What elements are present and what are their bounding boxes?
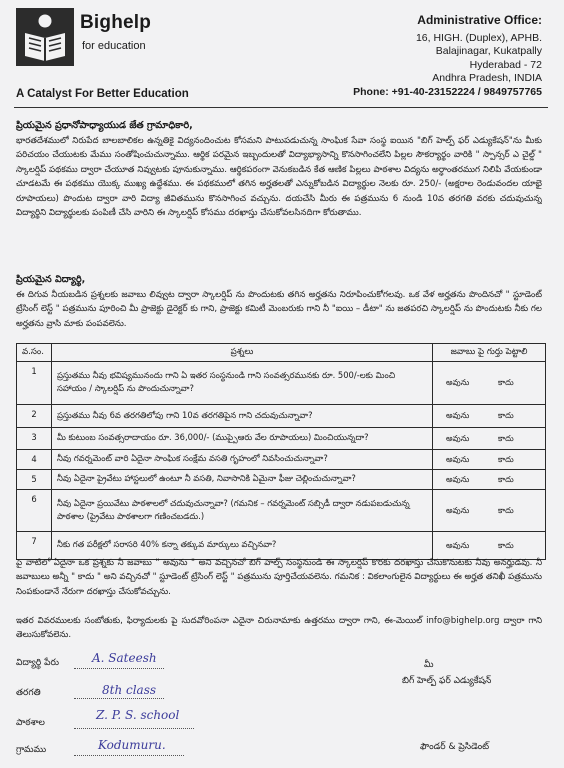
office-phone: Phone: +91-40-23152224 / 9849757765 [353,85,542,98]
salutation-headmaster: ప్రియమైన ప్రధానోపాధ్యాయుడ జేత గ్రామాధికారి, [16,120,193,131]
header-serial: వ.సం. [17,344,52,362]
table-row [17,490,546,532]
answer-cell [433,405,546,428]
row-question: ప్రస్తుతము నీవు 6వ తరగతిలోపు గాని 10వ తరగతిపైన గాని చదువుచున్నావా? [52,405,433,428]
answer-no[interactable]: కాదు [498,504,514,515]
answer-no[interactable]: కాదు [498,410,514,420]
field-line [74,668,164,669]
field-label-class: తరగతి [16,688,41,698]
office-line: Andhra Pradesh, INDIA [432,72,542,85]
answer-yes[interactable]: అవును [446,504,470,515]
answer-no[interactable]: కాదు [498,377,514,387]
row-question: ప్రస్తుతము నీవు భవిష్యమునందు గాని ఏ ఇతర సంస్థనుండి గాని సంవత్సరమునకు రూ. 500/-లకు మించి సహాయం / స్కాలర్షిప్ ను పొందుచున్నావా? [52,362,433,405]
instructions-paragraph: ఈ దిగువ నీయబడిన ప్రశ్నలకు జవాబు లివ్వుట ద్వారా స్కాలర్షిప్ ను పొందుటకు తగిన అర్హతను నిరూపించుకోగలవు. ఒక వేళ అర్హతను పొందినచో " స్టూడెంట్ ట్రేసింగ్ లెస్ట్ " పత్రమును పూరించి మీ ప్రాజెక్టు డైరెక్టర్ కు గాని, ప్రాజెక్టు కమిటీ మెంబరుకు గాని నీ "ఐయి – డీటా" ను జతపరచి స్కాలర్షిప్ ను పొందుటకు నీకు గల అర్హతను వ్రాసి మాకు పంపవలెను. [16,290,542,329]
row-number: 5 [17,470,52,490]
answer-yes[interactable]: అవును [446,432,470,443]
row-question: మీ కుటుంబ సంవత్సరాదాయం రూ. 36,000/- (ముప్పైఆరు వేల రూపాయలు) మించియున్నదా? [52,428,433,450]
office-line: 16, HIGH. (Duplex), APHB. [415,31,542,44]
brand-name: Bighelp [80,12,152,33]
office-line: Hyderabad - 72 [469,58,542,71]
answer-cell [433,470,546,490]
brand-tagline: A Catalyst For Better Education [16,88,189,100]
row-number: 4 [17,450,52,470]
row-number: 7 [17,532,52,560]
table-row [17,405,546,428]
answer-cell [433,450,546,470]
office-address [353,14,542,100]
eligibility-table [16,343,546,560]
answer-yes[interactable]: అవును [446,453,470,464]
brand-subtitle: for education [82,40,146,52]
book-reader-logo-icon [16,8,74,66]
table-header-row [17,344,546,362]
signoff-founder-president: ఫౌండర్ & ప్రెసిడెంట్ [420,742,490,752]
field-line [74,728,194,729]
answer-cell [433,428,546,450]
office-line: Balajinagar, Kukatpally [435,45,542,58]
table-row [17,428,546,450]
row-number: 1 [17,362,52,405]
answer-no[interactable]: కాదు [498,432,514,443]
field-label-village: గ్రామము [16,745,47,755]
contact-paragraph: ఇతర వివరములకు సంబోతుకు, ఫిర్యాదులకు పై సుదవోరింపనా ఎదైనా చిరునామాకు ఉత్తరము ద్వారా గాని, ఈ-మెయిల్ info@bighelp.org ద్వారా గాని తెలుసుకోవలెను. [16,616,542,641]
intro-paragraph: భారతదేశములో నిరుపేద బాలబాలికల ఉన్నతికై విద్యనందించుట కోసమని పాటుపడుచున్న సాంఘిక సేవా సంస్థ ఐయిన "బిగ్ హెల్ప్ ఫర్ ఎడ్యుకేషన్"ను మీకు పరిచయం చేయుటకు మేము సంతోషించుచున్నాము. ఆర్థిక పరమైన ఇబ్బందులతో విద్యాభ్యాసాన్ని కొనసాగించలేని పిల్లల సౌకర్యార్థం వారికి " స్పాన్సర్ ఎ చైల్డ్ " స్కాలర్షిప్ పథకము ద్వారా చేయూత నివ్వుటకు పూనుకున్నాము. ఆర్థికపరంగా వెనుకబడిన కేత ఆణిక పిల్లలు పాఠశాల విద్యను అర్ధాంతరముగ నిలిపి వేయకుండా చూడటమే ఈ పథకము యొక్క ముఖ్య ఉద్దేశము. ఈ పథకములో తగిన అర్హతలతో ఎన్నుకోబడిన విద్యార్థుల నెలకు రూ. 250/- (అక్షరాల రెండువందల యాభై రూపాయలు) పొందుట ద్వారా వారి విద్యా జీవితమును కొనసాగించ వచ్చును. దయచేసి మీరు ఈ పత్రమును 6 నుండి 10వ తరగతి వరకు చదువుచున్న విద్యార్థిని విద్యార్థులకు పంపిణీ చేసి వారిని ఈ స్కాలర్షిప్ కోసము దరఖాస్తు చేసుకోవలసినదిగా కోరుతాము. [16,136,542,219]
row-question: నీవు గవర్నమెంట్ వారి ఏదైనా సాంఘిక సంక్షేమ వసతి గృహంలో నివసించుచున్నావా? [52,450,433,470]
office-title: Administrative Office: [417,13,542,27]
field-line [74,755,184,756]
table-row [17,470,546,490]
handwritten-student-name: A. Sateesh [92,651,157,665]
answer-no[interactable]: కాదు [498,453,514,464]
row-number: 6 [17,490,52,532]
row-number: 3 [17,428,52,450]
field-line [74,698,164,699]
handwritten-class: 8th class [102,683,157,697]
handwritten-village: Kodumuru. [98,738,166,752]
field-label-student-name: విద్యార్థి పేరు [16,658,59,668]
table-row [17,362,546,405]
answer-yes[interactable]: అవును [446,410,470,420]
answer-cell [433,362,546,405]
header-divider [14,107,548,108]
handwritten-school: Z. P. S. school [96,708,180,722]
signoff-organization: బిగ్ హెల్ప్ ఫర్ ఎడ్యుకేషన్ [402,676,492,686]
conditions-paragraph: పై వాటిలో ఏదైనా ఒక ప్రశ్నకు నీ జవాబు " అవును " అని వచ్చినచో బిగ్ హెల్ప్ సంస్థనుండి ఈ స్కాలర్షిప్ కొరకు దరఖాస్తు చేసుకొనుటకు నీవు అనర్హుడవు. నీ జవాబులు అన్నీ " కాదు " అని వచ్చినచో " స్టూడెంట్ ట్రేసింగ్ లెస్ట్ " పత్రమును పూర్తిచేయవలెను. గమనిక : వికలాంగులైన విద్యార్థులు ఈ అర్హత తనిఖీ పత్రమును నింపకుండానే నేరుగా దరఖాస్తు చేసుకోవచ్చును. [16,558,542,597]
answer-yes[interactable]: అవును [446,377,470,387]
signoff-yours: మీ [424,660,434,670]
row-number: 2 [17,405,52,428]
row-question: నీకు గత పరీక్షలో సరాసరి 40% కన్నా తక్కువ మార్కులు వచ్చినవా? [52,532,433,560]
salutation-student: ప్రియమైన విద్యార్థి, [16,274,86,285]
header-answer: జవాబు పై గుర్తు పెట్టాలి [433,344,546,362]
answer-no[interactable]: కాదు [498,473,514,484]
answer-yes[interactable]: అవును [446,473,470,484]
table-row [17,450,546,470]
field-label-school: పాఠశాల [16,718,45,728]
answer-cell [433,490,546,532]
answer-no[interactable]: కాదు [498,539,514,550]
header-questions: ప్రశ్నలు [52,344,433,362]
answer-yes[interactable]: అవును [446,539,470,550]
row-question: నీవు ఏదైనా ప్రైవేటు హాస్టలులో ఉంటూ నీ వసతి, నివాసానికి ఏమైనా ఫీజు చెల్లించుచున్నావా? [52,470,433,490]
row-question: నీవు ఏదైనా ప్రయివేటు పాఠశాలలో చదువుచున్నావా? (గమనిక – గవర్నమెంట్ సబ్సిడీ ద్వారా నడుపబడుచున్న పాఠశాల (ప్రైవేటు పాఠశాలగా గణించబడదు.) [52,490,433,532]
